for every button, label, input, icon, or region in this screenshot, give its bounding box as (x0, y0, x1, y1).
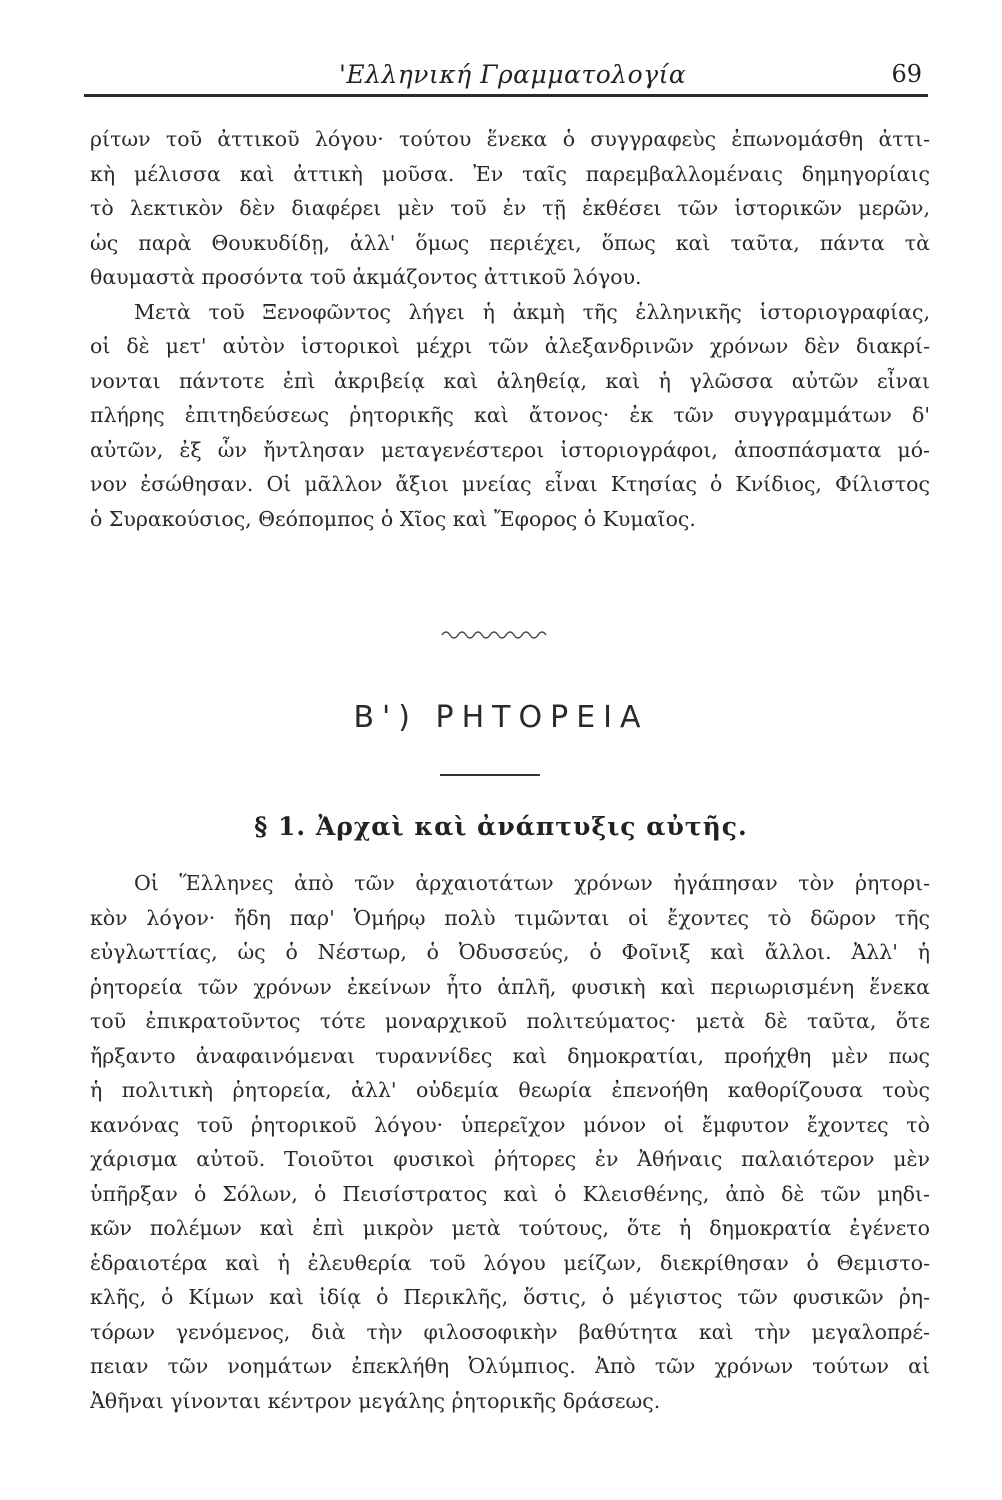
text-line: νονται πάντοτε ἐπὶ ἀκριβείᾳ καὶ ἀληθείᾳ, καὶ ἡ γλῶσσα αὐτῶν εἶναι (90, 368, 930, 393)
header-rule (84, 94, 928, 97)
text-line: θαυμαστὰ προσόντα τοῦ ἀκμάζοντος ἀττικοῦ λόγου. (90, 265, 642, 289)
chapter-rule (440, 774, 540, 776)
text-line: κανόνας τοῦ ῥητορικοῦ λόγου· ὑπερεῖχον μόνον οἱ ἔμφυτον ἔχοντες τὸ (90, 1112, 930, 1137)
text-line: τοῦ ἐπικρατοῦντος τότε μοναρχικοῦ πολιτεύματος· μετὰ δὲ ταῦτα, ὅτε (90, 1009, 930, 1033)
text-line: Οἱ Ἕλληνες ἀπὸ τῶν ἀρχαιοτάτων χρόνων ἠγάπησαν τὸν ῥητορι- (134, 871, 930, 895)
text-line: χάρισμα αὐτοῦ. Τοιοῦτοι φυσικοὶ ῥήτορες ἐν Ἀθήναις παλαιότερον μὲν (90, 1147, 930, 1171)
text-line: ρίτων τοῦ ἀττικοῦ λόγου· τούτου ἕνεκα ὁ συγγραφεὺς ἐπωνομάσθη ἀττι- (90, 127, 930, 151)
text-line: ἤρξαντο ἀναφαινόμεναι τυραννίδες καὶ δημοκρατίαι, προήχθη μὲν πως (90, 1043, 930, 1068)
section-text (90, 866, 930, 1418)
page-header (84, 56, 922, 96)
text-line: ῥητορεία τῶν χρόνων ἐκείνων ἦτο ἁπλῆ, φυσικὴ καὶ περιωρισμένη ἕνεκα (90, 974, 930, 999)
text-line: κὸν λόγον· ἤδη παρ' Ὁμήρῳ πολὺ τιμῶνται οἱ ἔχοντες τὸ δῶρον τῆς (90, 905, 930, 930)
running-title: 'Ελληνική Γραμματολογία (339, 60, 687, 89)
text-line: ἑδραιοτέρα καὶ ἡ ἐλευθερία τοῦ λόγου μείζων, διεκρίθησαν ὁ Θεμιστο- (90, 1250, 930, 1275)
wavy-ornament-divider (440, 626, 550, 640)
chapter-title: Β') ΡΗΤΟΡΕΙΑ (353, 700, 649, 735)
text-line: αὐτῶν, ἐξ ὧν ἤντλησαν μεταγενέστεροι ἱστοριογράφοι, ἀποσπάσματα μό- (90, 437, 930, 462)
text-line: Ἀθῆναι γίνονται κέντρον μεγάλης ῥητορικῆς δράσεως. (90, 1388, 661, 1413)
text-line: τόρων γενόμενος, διὰ τὴν φιλοσοφικὴν βαθύτητα καὶ τὴν μεγαλοπρέ- (90, 1319, 930, 1344)
text-line: ὁ Συρακούσιος, Θεόπομπος ὁ Χῖος καὶ Ἔφορος ὁ Κυμαῖος. (90, 506, 696, 531)
text-line: Μετὰ τοῦ Ξενοφῶντος λήγει ἡ ἀκμὴ τῆς ἑλληνικῆς ἱστοριογραφίας, (134, 299, 930, 324)
text-line: οἱ δὲ μετ' αὐτὸν ἱστορικοὶ μέχρι τῶν ἀλεξανδρινῶν χρόνων δὲν διακρί- (90, 334, 930, 358)
text-line: ὑπῆρξαν ὁ Σόλων, ὁ Πεισίστρατος καὶ ὁ Κλεισθένης, ἀπὸ δὲ τῶν μηδι- (90, 1181, 930, 1206)
text-line: πειαν τῶν νοημάτων ἐπεκλήθη Ὀλύμπιος. Ἀπὸ τῶν χρόνων τούτων αἱ (90, 1354, 930, 1378)
section-heading: § 1. Ἀρχαὶ καὶ ἀνάπτυξις αὐτῆς. (254, 812, 748, 841)
page-number: 69 (891, 60, 922, 88)
text-line: κῶν πολέμων καὶ ἐπὶ μικρὸν μετὰ τούτους, ὅτε ἡ δημοκρατία ἐγένετο (90, 1216, 930, 1240)
text-line: ἡ πολιτικὴ ῥητορεία, ἀλλ' οὐδεμία θεωρία ἐπενοήθη καθορίζουσα τοὺς (90, 1078, 930, 1102)
text-line: πλήρης ἐπιτηδεύσεως ῥητορικῆς καὶ ἄτονος· ἐκ τῶν συγγραμμάτων δ' (90, 403, 930, 427)
text-line: ὡς παρὰ Θουκυδίδῃ, ἀλλ' ὅμως περιέχει, ὅπως καὶ ταῦτα, πάντα τὰ (90, 230, 930, 255)
continued-text (90, 122, 930, 536)
text-line: τὸ λεκτικὸν δὲν διαφέρει μὲν τοῦ ἐν τῇ ἐκθέσει τῶν ἱστορικῶν μερῶν, (90, 196, 930, 220)
text-line: κὴ μέλισσα καὶ ἀττικὴ μοῦσα. Ἐν ταῖς παρεμβαλλομέναις δημηγορίαις (90, 161, 930, 186)
text-line: κλῆς, ὁ Κίμων καὶ ἰδίᾳ ὁ Περικλῆς, ὅστις, ὁ μέγιστος τῶν φυσικῶν ῥη- (90, 1285, 930, 1309)
text-line: νον ἐσώθησαν. Οἱ μᾶλλον ἄξιοι μνείας εἶναι Κτησίας ὁ Κνίδιος, Φίλιστος (90, 472, 930, 496)
text-line: εὐγλωττίας, ὡς ὁ Νέστωρ, ὁ Ὀδυσσεύς, ὁ Φοῖνιξ καὶ ἄλλοι. Ἀλλ' ἡ (90, 940, 930, 964)
